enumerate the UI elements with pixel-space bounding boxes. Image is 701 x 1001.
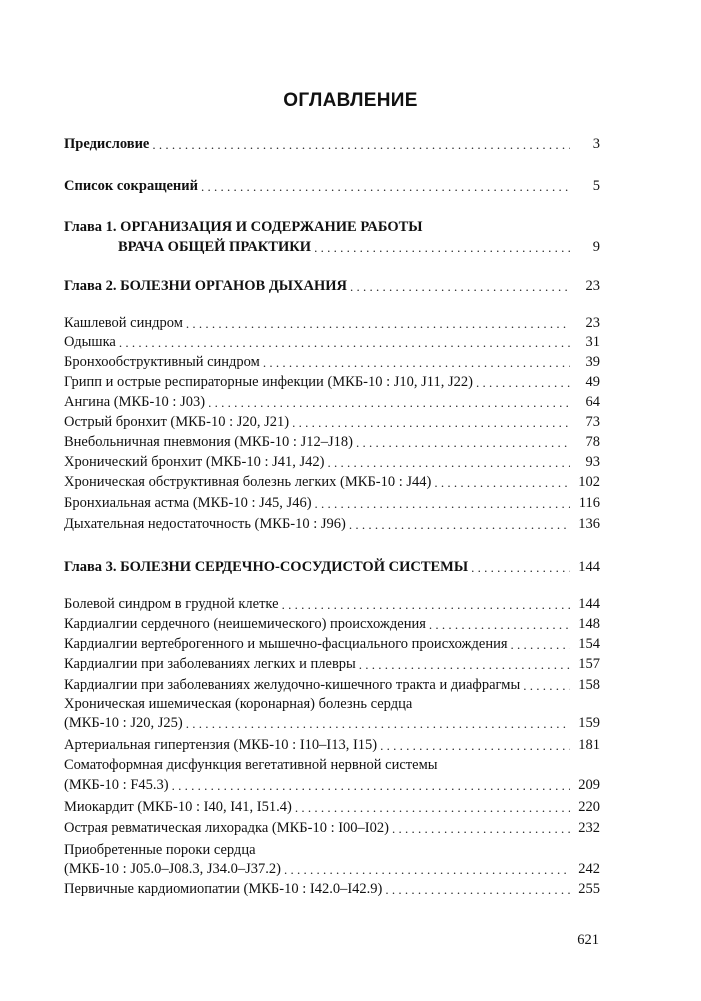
toc-entry-text: Кашлевой синдром — [64, 315, 183, 331]
toc-entry-chapter2[interactable] — [64, 276, 600, 296]
toc-entry-page: 242 — [578, 861, 600, 877]
dot-leader — [471, 559, 570, 577]
dot-leader — [295, 799, 570, 817]
dot-leader — [314, 239, 570, 257]
toc-entry[interactable] — [64, 332, 600, 352]
toc-entry-text: ВРАЧА ОБЩЕЙ ПРАКТИКИ — [118, 239, 312, 255]
toc-entry[interactable] — [64, 675, 600, 695]
toc-entry[interactable] — [64, 735, 600, 755]
toc-entry-text: Болевой синдром в грудной клетке — [64, 596, 279, 612]
toc-entry[interactable] — [64, 472, 600, 492]
toc-entry-page: 144 — [578, 596, 600, 612]
dot-leader — [186, 715, 570, 733]
toc-entry-text: Глава 2. БОЛЕЗНИ ОРГАНОВ ДЫХАНИЯ — [64, 278, 348, 294]
dot-leader — [292, 414, 570, 432]
toc-entry-page: 116 — [578, 495, 600, 511]
dot-leader — [186, 315, 570, 333]
toc-entry-page: 9 — [592, 239, 600, 255]
dot-leader — [282, 596, 570, 614]
toc-entry-page: 3 — [592, 136, 600, 152]
dot-leader — [349, 516, 570, 534]
toc-entry-text: Острый бронхит (МКБ-10 : J20, J21) — [64, 414, 290, 430]
toc-entry-page: 23 — [585, 278, 600, 294]
dot-leader — [208, 394, 570, 412]
page-number: 621 — [577, 932, 599, 948]
toc-entry-page: 209 — [578, 777, 600, 793]
toc-entry-text: Ангина (МКБ-10 : J03) — [64, 394, 206, 410]
toc-entry-page: 232 — [578, 820, 600, 836]
dot-leader — [359, 656, 570, 674]
toc-entry[interactable] — [64, 352, 600, 372]
dot-leader — [511, 636, 570, 654]
dot-leader — [284, 861, 570, 879]
toc-entry-chapter1-line1: Глава 1. ОРГАНИЗАЦИЯ И СОДЕРЖАНИЕ РАБОТЫ — [64, 219, 423, 235]
toc-entry-text: Острая ревматическая лихорадка (МКБ-10 : I00–I02) — [64, 820, 389, 836]
toc-entry[interactable] — [64, 859, 600, 879]
toc-entry-page: 159 — [578, 715, 600, 731]
toc-entry[interactable] — [64, 432, 600, 452]
toc-entry[interactable] — [64, 514, 600, 534]
toc-entry-text: Хроническая обструктивная болезнь легких (МКБ-10 : J44) — [64, 474, 432, 490]
toc-entry-line1: Соматоформная дисфункция вегетативной нервной системы — [64, 757, 438, 773]
toc-entry[interactable] — [64, 614, 600, 634]
toc-entry-page: 220 — [578, 799, 600, 815]
dot-leader — [380, 737, 570, 755]
toc-entry[interactable] — [64, 392, 600, 412]
dot-leader — [356, 434, 570, 452]
toc-entry-text: (МКБ-10 : F45.3) — [64, 777, 169, 793]
dot-leader — [392, 820, 570, 838]
toc-entry-text: Кардиалгии вертеброгенного и мышечно-фасциального происхождения — [64, 636, 508, 652]
toc-entry-page: 102 — [578, 474, 600, 490]
dot-leader — [434, 474, 570, 492]
toc-entry[interactable] — [64, 452, 600, 472]
toc-entry-line1: Приобретенные пороки сердца — [64, 842, 256, 858]
toc-title: ОГЛАВЛЕНИЕ — [283, 90, 418, 111]
toc-entry[interactable] — [64, 797, 600, 817]
toc-entry-text: (МКБ-10 : J20, J25) — [64, 715, 183, 731]
toc-entry-text: Миокардит (МКБ-10 : I40, I41, I51.4) — [64, 799, 292, 815]
toc-entry-page: 64 — [585, 394, 600, 410]
toc-entry-page: 157 — [578, 656, 600, 672]
toc-entry-text: (МКБ-10 : J05.0–J08.3, J34.0–J37.2) — [64, 861, 281, 877]
toc-entry-page: 136 — [578, 516, 600, 532]
toc-entry[interactable] — [64, 372, 600, 392]
dot-leader — [523, 677, 570, 695]
toc-entry-page: 158 — [578, 677, 600, 693]
toc-entry[interactable] — [64, 775, 600, 795]
toc-entry-text: Кардиалгии при заболеваниях легких и плевры — [64, 656, 356, 672]
toc-entry-page: 148 — [578, 616, 600, 632]
toc-entry-text: Внебольничная пневмония (МКБ-10 : J12–J18) — [64, 434, 353, 450]
toc-entry-page: 255 — [578, 881, 600, 897]
toc-entry-text: Кардиалгии при заболеваниях желудочно-кишечного тракта и диафрагмы — [64, 677, 521, 693]
toc-entry-page: 31 — [585, 334, 600, 350]
toc-entry-text: Бронхообструктивный синдром — [64, 354, 260, 370]
toc-entry-page: 144 — [578, 559, 600, 575]
dot-leader — [328, 454, 570, 472]
toc-entry-page: 181 — [578, 737, 600, 753]
dot-leader — [385, 881, 570, 899]
toc-entry-page: 39 — [585, 354, 600, 370]
toc-entry-page: 5 — [592, 178, 600, 194]
dot-leader — [201, 178, 570, 196]
dot-leader — [172, 777, 570, 795]
toc-entry-page: 93 — [585, 454, 600, 470]
toc-entry-text: Первичные кардиомиопатии (МКБ-10 : I42.0–I42.9) — [64, 881, 383, 897]
toc-entry-page: 154 — [578, 636, 600, 652]
toc-entry-text: Бронхиальная астма (МКБ-10 : J45, J46) — [64, 495, 312, 511]
toc-entry[interactable] — [64, 313, 600, 333]
toc-entry[interactable] — [64, 818, 600, 838]
toc-entry-text: Список сокращений — [64, 178, 198, 194]
dot-leader — [350, 278, 570, 296]
toc-entry-page: 23 — [585, 315, 600, 331]
dot-leader — [315, 495, 570, 513]
toc-entry-text: Одышка — [64, 334, 116, 350]
toc-entry-text: Глава 3. БОЛЕЗНИ СЕРДЕЧНО-СОСУДИСТОЙ СИСТЕМЫ — [64, 559, 469, 575]
toc-entry[interactable] — [64, 493, 600, 513]
toc-entry-page: 73 — [585, 414, 600, 430]
toc-entry-text: Артериальная гипертензия (МКБ-10 : I10–I13, I15) — [64, 737, 378, 753]
toc-entry-page: 78 — [585, 434, 600, 450]
toc-entry-text: Грипп и острые респираторные инфекции (МКБ-10 : J10, J11, J22) — [64, 374, 473, 390]
toc-entry-text: Кардиалгии сердечного (неишемического) происхождения — [64, 616, 426, 632]
toc-entry-line1: Хроническая ишемическая (коронарная) болезнь сердца — [64, 696, 413, 712]
toc-entry-text: Дыхательная недостаточность (МКБ-10 : J96) — [64, 516, 346, 532]
dot-leader — [152, 136, 570, 154]
toc-entry[interactable] — [64, 713, 600, 733]
toc-entry-abbreviations[interactable] — [64, 176, 600, 196]
toc-entry[interactable] — [64, 879, 600, 899]
toc-entry-chapter1[interactable] — [64, 237, 600, 257]
toc-entry[interactable] — [64, 654, 600, 674]
toc-entry[interactable] — [64, 412, 600, 432]
toc-entry-preface[interactable] — [64, 134, 600, 154]
toc-entry[interactable] — [64, 594, 600, 614]
toc-entry-text: Предисловие — [64, 136, 150, 152]
dot-leader — [119, 334, 570, 352]
toc-entry-text: Хронический бронхит (МКБ-10 : J41, J42) — [64, 454, 325, 470]
toc-entry[interactable] — [64, 634, 600, 654]
toc-entry-chapter3[interactable] — [64, 557, 600, 577]
dot-leader — [476, 374, 570, 392]
dot-leader — [263, 354, 570, 372]
toc-entry-page: 49 — [585, 374, 600, 390]
dot-leader — [429, 616, 570, 634]
